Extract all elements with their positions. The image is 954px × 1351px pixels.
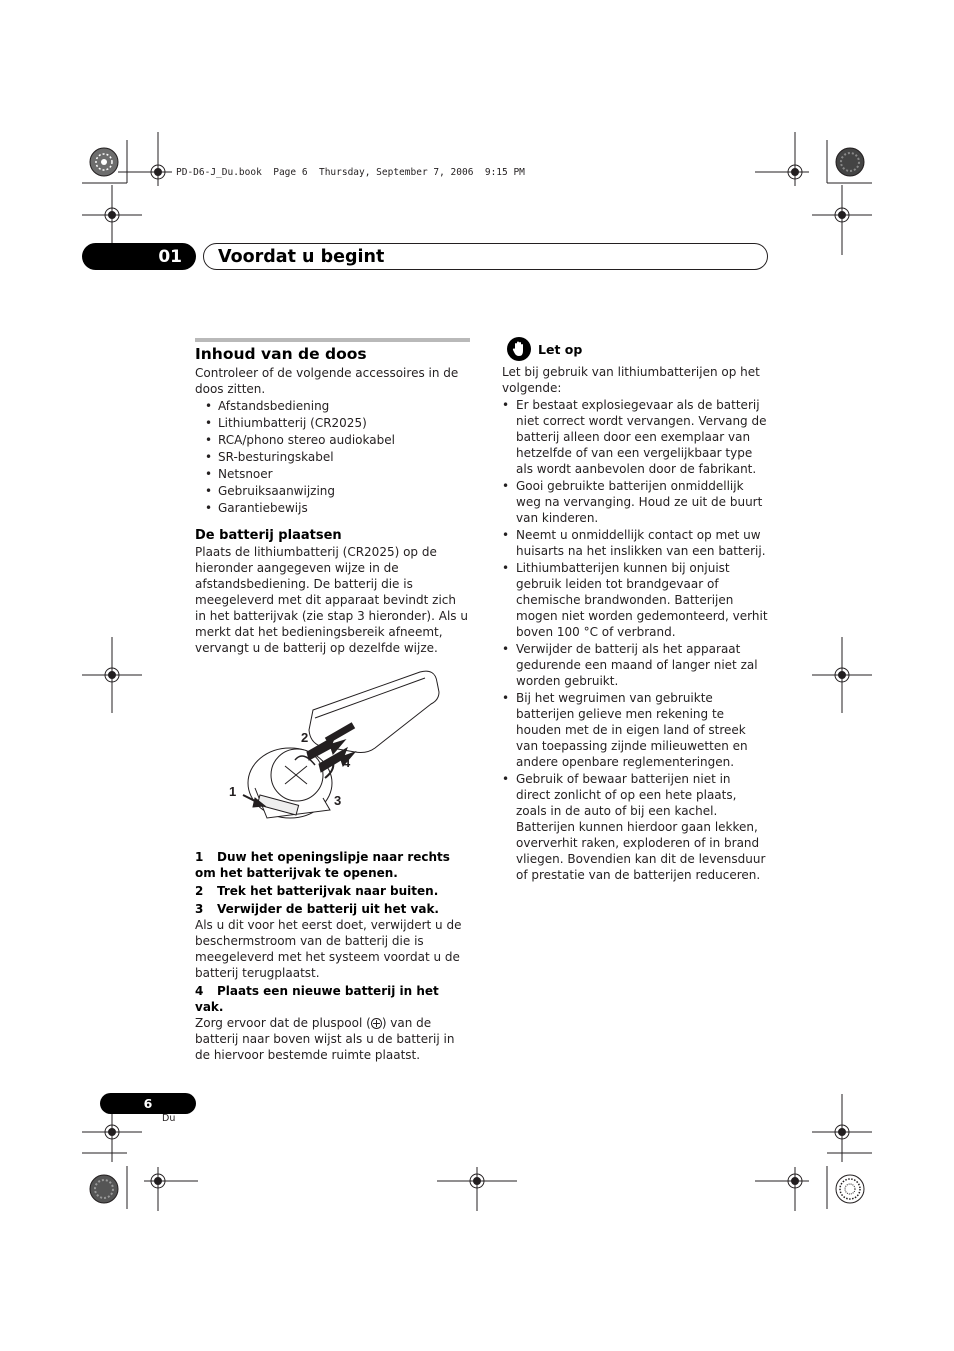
step-2	[195, 883, 470, 899]
step-number: 4	[195, 984, 204, 998]
list-item: • Er bestaat explosiegevaar als de batterij niet correct wordt vervangen. Vervang de batterij alleen door een exemplaar van hetzelfde of van een vergelijkbaar type als wordt aanbevolen door de fabrikant.	[502, 397, 768, 477]
subsection-text: Plaats de lithiumbatterij (CR2025) op de hieronder aangegeven wijze in de afstandsbediening. De batterij die is meegeleverd met dit apparaat bevindt zich in het batterijvak (zie stap 3 hieronder). Als u merkt dat het bedieningsbereik afneemt, vervangt u de batterij op dezelfde wijze.	[195, 545, 468, 655]
figure-label-4: 4	[343, 755, 351, 770]
step-4-note	[195, 1015, 470, 1063]
battery-illustration	[195, 670, 470, 835]
step-number: 1	[195, 850, 204, 864]
section-intro: Controleer of de volgende accessoires in de doos zitten.	[195, 366, 459, 396]
step-number: 3	[195, 902, 204, 916]
step-text: Trek het batterijvak naar buiten.	[217, 884, 439, 898]
caution-intro: Let bij gebruik van lithiumbatterijen op het volgende:	[502, 365, 760, 395]
list-item: • Lithiumbatterij (CR2025)	[195, 415, 470, 432]
hand-stop-icon	[507, 337, 531, 361]
left-column	[195, 338, 470, 1063]
step-4-note-end: ) van de batterij naar boven wijst als u de batterij in de hiervoor bestemde ruimte plaatst.	[195, 1016, 455, 1062]
chapter-title: Voordat u begint	[203, 243, 768, 270]
list-item: • Neemt u onmiddellijk contact op met uw huisarts na het inslikken van een batterij.	[502, 527, 768, 559]
list-item: • Bij het wegruimen van gebruikte batterijen gelieve men rekening te houden met de in eigen land of streek van toepassing zijnde milieuwetten en andere openbare reglementeringen.	[502, 690, 768, 770]
step-1	[195, 849, 470, 881]
list-item: • Garantiebewijs	[195, 500, 470, 517]
step-text: Verwijder de batterij uit het vak.	[217, 902, 439, 916]
figure-label-3: 3	[334, 793, 342, 808]
step-text: Plaats een nieuwe batterij in het vak.	[195, 984, 439, 1014]
book-file-info: PD-D6-J_Du.book Page 6 Thursday, September 7, 2006 9:15 PM	[176, 167, 525, 178]
step-3	[195, 901, 470, 917]
caution-list	[502, 397, 768, 883]
caution-header	[502, 336, 768, 362]
figure-label-1: 1	[229, 784, 237, 799]
list-item: • Gebruik of bewaar batterijen niet in direct zonlicht of op een hete plaats, zoals in de auto of bij een kachel. Batterijen kunnen hierdoor gaan lekken, oververhit raken, exploderen of in brand vliegen. Bovendien kan dit de levensduur of prestatie van de batterijen reduceren.	[502, 771, 768, 883]
step-4	[195, 983, 470, 1015]
step-3-note: Als u dit voor het eerst doet, verwijdert u de beschermstroom van de batterij die is meegeleverd met het systeem voordat u de batterij terugplaatst.	[195, 918, 462, 980]
list-item: • SR-besturingskabel	[195, 449, 470, 466]
list-item: • Lithiumbatterijen kunnen bij onjuist gebruik leiden tot brandgevaar of chemische brandwonden. Batterijen mogen niet worden gedemonteerd, verhit boven 100 °C of verbrand.	[502, 560, 768, 640]
accessory-list	[195, 398, 470, 517]
list-item: • RCA/phono stereo audiokabel	[195, 432, 470, 449]
subsection-title: De batterij plaatsen	[195, 528, 342, 543]
list-item: • Gooi gebruikte batterijen onmiddellijk weg na vervanging. Houd ze uit de buurt van kinderen.	[502, 478, 768, 526]
step-4-note-start: Zorg ervoor dat de pluspool (	[195, 1016, 371, 1030]
step-number: 2	[195, 884, 204, 898]
step-text: Duw het openingslipje naar rechts om het batterijvak te openen.	[195, 850, 450, 880]
list-item: • Afstandsbediening	[195, 398, 470, 415]
list-item: • Verwijder de batterij als het apparaat gedurende een maand of langer niet zal worden gebruikt.	[502, 641, 768, 689]
list-item: • Gebruiksaanwijzing	[195, 483, 470, 500]
right-column	[502, 336, 768, 884]
page-language: Du	[162, 1113, 176, 1124]
caution-label: Let op	[538, 341, 583, 357]
page-number: 6	[100, 1093, 196, 1114]
plus-pole-icon	[371, 1018, 382, 1029]
chapter-number-badge: 01	[82, 243, 196, 270]
section-title: Inhoud van de doos	[195, 345, 367, 363]
section-rule	[195, 338, 470, 342]
list-item: • Netsnoer	[195, 466, 470, 483]
figure-label-2: 2	[301, 730, 309, 745]
